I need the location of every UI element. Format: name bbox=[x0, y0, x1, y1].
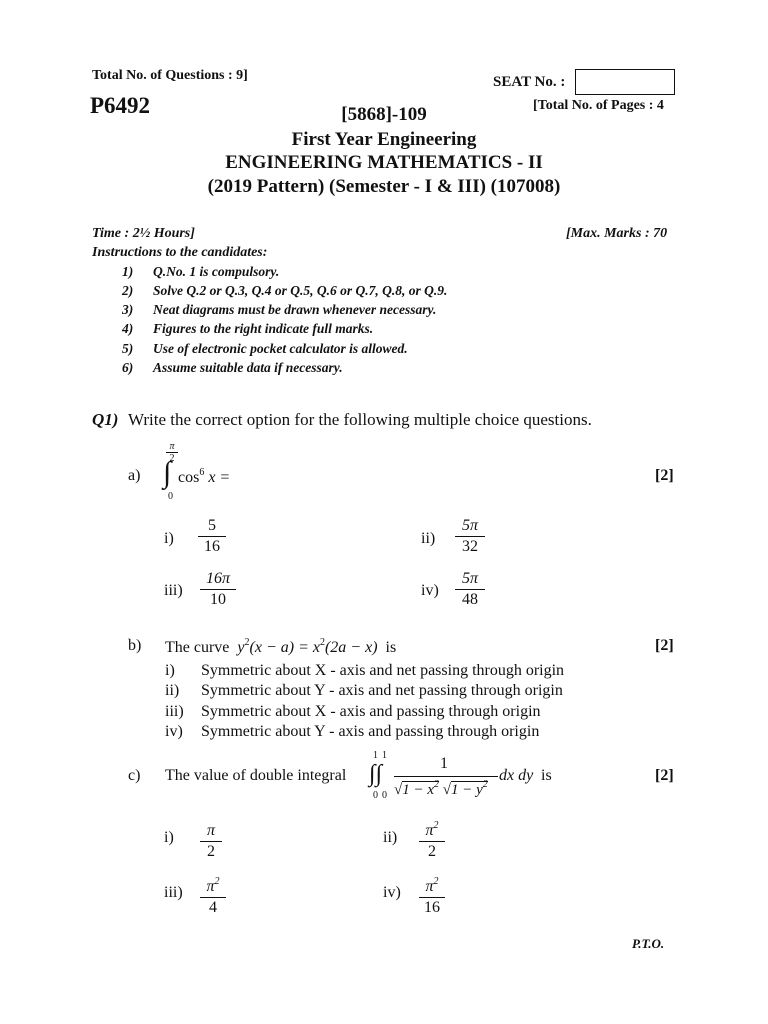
denominator: 32 bbox=[462, 538, 478, 555]
exam-code: [5868]-109 bbox=[341, 104, 427, 125]
qc-marks: [2] bbox=[655, 767, 674, 784]
qb-label: b) bbox=[128, 637, 142, 654]
q1-label: Q1) bbox=[92, 410, 119, 429]
sqrt-icon: √ bbox=[442, 782, 451, 798]
seat-number-box[interactable] bbox=[575, 69, 675, 95]
numerator: 5π bbox=[455, 516, 485, 537]
denominator: 2 bbox=[207, 843, 215, 860]
instruction-number: 3) bbox=[122, 302, 134, 317]
qc-root2 bbox=[451, 781, 488, 798]
qc-lower-limit-1: 0 bbox=[373, 790, 378, 801]
qa-option-ii-fraction[interactable] bbox=[455, 516, 485, 557]
qc-numerator: 1 bbox=[440, 755, 448, 772]
qc-upper-limit-2: 1 bbox=[382, 750, 387, 761]
instruction-number: 2) bbox=[122, 283, 134, 298]
qa-lower-limit: 0 bbox=[168, 491, 173, 502]
instruction-text: Figures to the right indicate full marks. bbox=[153, 321, 374, 336]
pi-symbol: π bbox=[425, 822, 434, 839]
qc-differential: dx dy bbox=[499, 767, 534, 784]
denominator: 16 bbox=[424, 899, 440, 916]
qc-denominator bbox=[394, 779, 488, 799]
integral-sign-icon: ∫∫ bbox=[369, 761, 383, 787]
qc-lower-limit-2: 0 bbox=[382, 790, 387, 801]
qc-option-ii-fraction[interactable] bbox=[419, 816, 445, 862]
denominator: 2 bbox=[428, 843, 436, 860]
instruction-text: Solve Q.2 or Q.3, Q.4 or Q.5, Q.6 or Q.7, Q.8, or Q.9. bbox=[153, 283, 448, 298]
page-turn-over: P.T.O. bbox=[632, 936, 665, 951]
qc-option-iii-fraction[interactable] bbox=[200, 872, 226, 918]
instruction-text: Q.No. 1 is compulsory. bbox=[153, 264, 280, 279]
pi-symbol: π bbox=[206, 822, 215, 839]
subject-title: ENGINEERING MATHEMATICS - II bbox=[225, 152, 543, 173]
qb-option-label: iv) bbox=[165, 723, 183, 740]
numerator: 5π bbox=[455, 569, 485, 590]
qb-lhs: (x − a) = x bbox=[249, 639, 320, 656]
qc-option-label: iv) bbox=[383, 884, 401, 901]
seat-label: SEAT No. : bbox=[493, 74, 566, 90]
paper-code: P6492 bbox=[90, 93, 151, 118]
qc-root2-base: 1 − y bbox=[451, 782, 483, 798]
qa-option-label: iii) bbox=[164, 582, 183, 599]
instruction-text: Neat diagrams must be drawn whenever necessary. bbox=[153, 302, 437, 317]
qa-expression bbox=[178, 467, 230, 487]
max-marks: [Max. Marks : 70 bbox=[566, 226, 668, 241]
instruction-number: 1) bbox=[122, 264, 134, 279]
qb-suffix: is bbox=[385, 639, 397, 656]
qb-option-text[interactable]: Symmetric about X - axis and net passing through origin bbox=[201, 662, 565, 679]
qc-root1-power: 2 bbox=[434, 779, 440, 790]
qb-question bbox=[165, 637, 396, 657]
qa-option-label: i) bbox=[164, 530, 174, 547]
pi-symbol: π bbox=[206, 878, 215, 895]
qa-power: 6 bbox=[199, 467, 205, 478]
pattern-line: (2019 Pattern) (Semester - I & III) (107008) bbox=[207, 176, 561, 197]
qa-label: a) bbox=[128, 467, 141, 484]
qc-option-label: iii) bbox=[164, 884, 183, 901]
qb-y: y bbox=[237, 639, 245, 656]
qb-option-text[interactable]: Symmetric about Y - axis and passing through origin bbox=[201, 723, 540, 740]
instruction-number: 6) bbox=[122, 360, 134, 375]
numerator: 5 bbox=[198, 516, 226, 537]
pi-symbol: π bbox=[425, 878, 434, 895]
power: 2 bbox=[433, 876, 439, 887]
qb-x-power: 2 bbox=[319, 637, 325, 648]
qb-option-text[interactable]: Symmetric about X - axis and passing through origin bbox=[201, 703, 541, 720]
qb-option-text[interactable]: Symmetric about Y - axis and net passing through origin bbox=[201, 682, 563, 699]
instruction-text: Use of electronic pocket calculator is allowed. bbox=[153, 341, 408, 356]
numerator bbox=[200, 872, 226, 898]
qa-var: x = bbox=[204, 469, 231, 486]
integral-sign-icon: ∫ bbox=[163, 456, 172, 489]
qb-option-label: ii) bbox=[165, 682, 180, 699]
qa-option-iii-fraction[interactable] bbox=[200, 569, 236, 610]
fraction-bar bbox=[394, 776, 498, 777]
power: 2 bbox=[214, 876, 220, 887]
denominator: 16 bbox=[204, 538, 220, 555]
total-pages: [Total No. of Pages : 4 bbox=[533, 98, 664, 113]
exam-year: First Year Engineering bbox=[291, 129, 477, 150]
numerator bbox=[419, 816, 445, 842]
qa-option-iv-fraction[interactable] bbox=[455, 569, 485, 610]
instructions-title: Instructions to the candidates: bbox=[92, 245, 268, 260]
qb-marks: [2] bbox=[655, 637, 674, 654]
qa-expr: cos bbox=[178, 469, 200, 486]
qc-root1 bbox=[402, 781, 439, 798]
denominator: 48 bbox=[462, 591, 478, 608]
qc-upper-limit-1: 1 bbox=[373, 750, 378, 761]
denominator: 4 bbox=[209, 899, 217, 916]
instruction-number: 5) bbox=[122, 341, 134, 356]
qc-suffix: is bbox=[541, 767, 552, 784]
qc-label: c) bbox=[128, 767, 141, 784]
qc-option-iv-fraction[interactable] bbox=[419, 872, 445, 918]
numerator: 16π bbox=[200, 569, 236, 590]
numerator bbox=[200, 816, 222, 842]
qb-option-label: i) bbox=[165, 662, 175, 679]
total-questions: Total No. of Questions : 9] bbox=[92, 68, 248, 83]
qb-y-power: 2 bbox=[244, 637, 250, 648]
instruction-number: 4) bbox=[122, 321, 134, 336]
qa-option-label: ii) bbox=[421, 530, 436, 547]
time-allowed: Time : 2½ Hours] bbox=[92, 226, 195, 241]
qc-option-i-fraction[interactable] bbox=[200, 816, 222, 862]
numerator bbox=[419, 872, 445, 898]
sqrt-icon: √ bbox=[394, 782, 403, 798]
qb-prefix: The curve bbox=[165, 639, 230, 656]
qb-rhs: (2a − x) bbox=[324, 639, 378, 656]
q1-text: Write the correct option for the following multiple choice questions. bbox=[128, 410, 592, 429]
qa-upper-den: 2 bbox=[169, 453, 175, 464]
qc-prefix: The value of double integral bbox=[165, 767, 347, 784]
qc-root1-base: 1 − x bbox=[402, 782, 435, 798]
qc-option-label: ii) bbox=[383, 829, 398, 846]
qc-option-label: i) bbox=[164, 829, 174, 846]
qa-option-label: iv) bbox=[421, 582, 439, 599]
qc-root2-power: 2 bbox=[482, 779, 488, 790]
instruction-text: Assume suitable data if necessary. bbox=[153, 360, 343, 375]
denominator: 10 bbox=[210, 591, 226, 608]
qb-option-label: iii) bbox=[165, 703, 184, 720]
qa-option-i-fraction[interactable] bbox=[198, 516, 226, 557]
qa-upper-num: π bbox=[166, 441, 178, 453]
qa-marks: [2] bbox=[655, 467, 674, 484]
power: 2 bbox=[433, 820, 439, 831]
